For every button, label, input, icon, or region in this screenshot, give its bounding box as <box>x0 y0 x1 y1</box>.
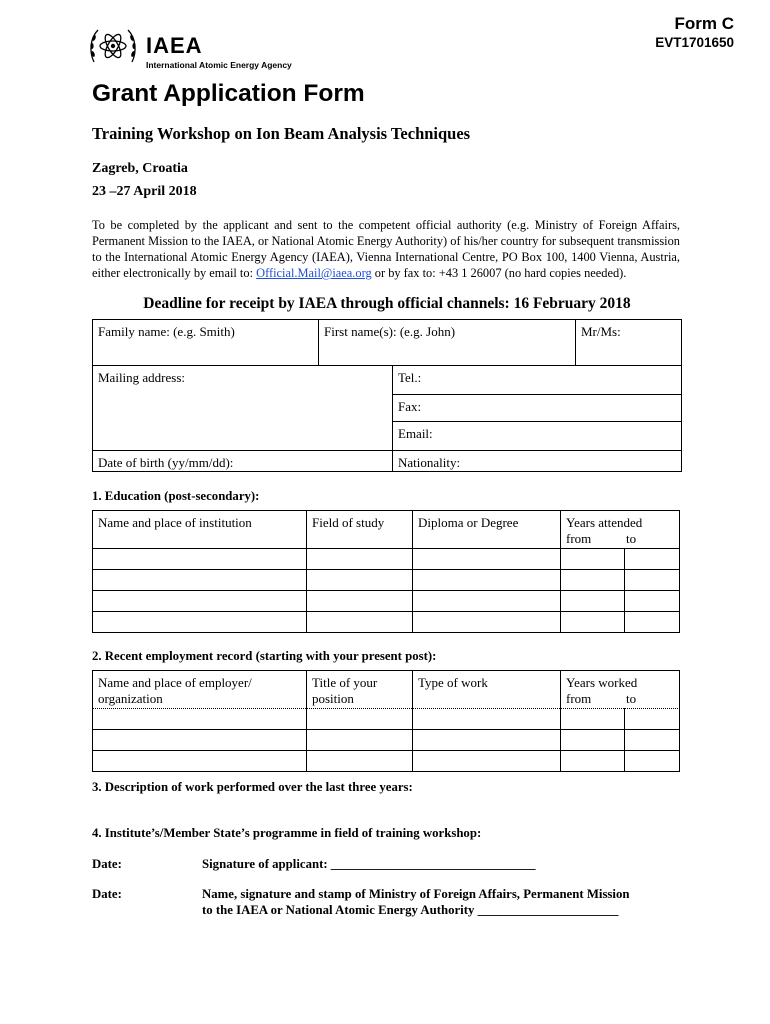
edu-col-institution: Name and place of institution <box>98 515 252 530</box>
form-label: Form C <box>674 14 734 33</box>
edu-col-years: Years attended <box>566 515 643 530</box>
iaea-logo-icon <box>88 24 138 68</box>
emp-col-to: to <box>626 691 637 706</box>
programme-heading: 4. Institute’s/Member State’s programme in field of training workshop: <box>92 826 482 840</box>
edu-col-from: from <box>566 531 592 546</box>
intro-text-before: To be completed by the applicant and sent to the competent official authority (e.g. Ministry of Foreign Affairs, Permanent Mission to the IAEA, or National Atomic Energy Authority) of his/her country for subsequent transmission to the International Atomic Energy Agency (IAEA), Vienna International Centre, PO Box 100, 1400 Vienna, Austria, either electronically by email to: <box>92 218 680 280</box>
family-name-field[interactable]: Family name: (e.g. Smith) <box>98 324 235 339</box>
intro-paragraph <box>92 217 680 281</box>
fax-field[interactable]: Fax: <box>398 399 422 414</box>
first-names-field[interactable]: First name(s): (e.g. John) <box>324 324 456 339</box>
page-title: Grant Application Form <box>92 80 365 107</box>
applicant-signature-line[interactable]: Signature of applicant: ________________________________ <box>202 857 536 871</box>
dob-field[interactable]: Date of birth (yy/mm/dd): <box>98 455 234 470</box>
ministry-signature-line-2[interactable]: to the IAEA or National Atomic Energy Authority ______________________ <box>202 903 619 917</box>
date-label-2: Date: <box>92 887 122 901</box>
emp-col-type: Type of work <box>418 675 488 690</box>
intro-text-after: or by fax to: +43 1 26007 (no hard copies needed). <box>371 266 627 280</box>
workshop-location: Zagreb, Croatia <box>92 161 188 176</box>
edu-col-to: to <box>626 531 637 546</box>
work-description-heading: 3. Description of work performed over the last three years: <box>92 780 413 794</box>
deadline-text: Deadline for receipt by IAEA through official channels: 16 February 2018 <box>143 295 631 312</box>
email-field[interactable]: Email: <box>398 426 433 441</box>
tel-field[interactable]: Tel.: <box>398 370 422 385</box>
title-field[interactable]: Mr/Ms: <box>581 324 621 339</box>
emp-col-employer-2: organization <box>98 691 163 706</box>
ministry-signature-line-1: Name, signature and stamp of Ministry of Foreign Affairs, Permanent Mission <box>202 887 630 901</box>
workshop-title: Training Workshop on Ion Beam Analysis Techniques <box>92 124 471 143</box>
mailing-address-field[interactable]: Mailing address: <box>98 370 186 385</box>
official-email-link[interactable]: Official.Mail@iaea.org <box>256 266 372 280</box>
employment-heading: 2. Recent employment record (starting with your present post): <box>92 649 437 663</box>
emp-col-title-1: Title of your <box>312 675 378 690</box>
education-heading: 1. Education (post-secondary): <box>92 489 260 503</box>
date-label-1: Date: <box>92 857 122 871</box>
emp-col-title-2: position <box>312 691 354 706</box>
org-name: International Atomic Energy Agency <box>146 60 292 70</box>
emp-col-from: from <box>566 691 592 706</box>
org-acronym: IAEA <box>146 33 203 58</box>
edu-col-diploma: Diploma or Degree <box>418 515 519 530</box>
emp-col-employer-1: Name and place of employer/ <box>98 675 252 690</box>
form-code: EVT1701650 <box>655 35 734 50</box>
edu-col-field: Field of study <box>312 515 385 530</box>
workshop-dates: 23 –27 April 2018 <box>92 184 197 199</box>
emp-col-years: Years worked <box>566 675 638 690</box>
nationality-field[interactable]: Nationality: <box>398 455 461 470</box>
